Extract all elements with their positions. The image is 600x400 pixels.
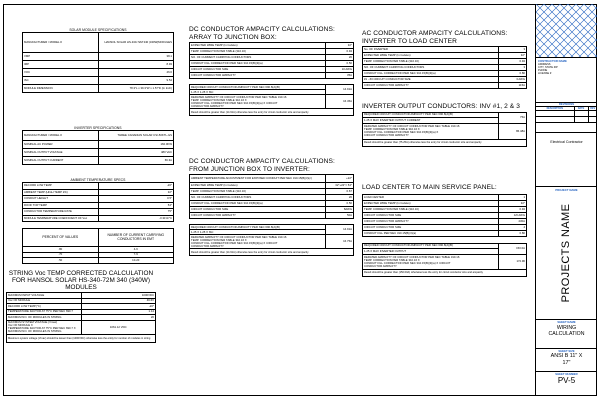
ac-inverter-to-load-center: AC CONDUCTOR AMPACITY CALCULATIONS: INVERTER TO LOAD CENTER No. OF INVERTER 3 EXPECTED WIRE TEMP (In Celsius) 32° TEMP. CORRECTION PER TABLE (310.16) 0.94 NO. OF CURRENT CARRYING CONDUCTORS 3 CONDUIT FILL CORRECTION PER NEC 310.15(B)(3)(a) 0.80 #1 - #3 CIRCUIT CONDUCTOR SIZE 3 AWG CIRCUIT CONDUCTOR AMPACITY 115A [362, 30, 525, 87]
percent-header: PERCENT OF VALUES [23, 229, 99, 247]
sheet-size-section [536, 348, 597, 371]
solar-module-specs [22, 28, 174, 93]
inv-out-title: INVERTER OUTPUT CONDUCTORS: INV #1, 2 & 3 [362, 103, 520, 110]
conductors-header: NUMBER OF CURRENT CARRYING CONDUCTORS IN EMT [98, 229, 174, 247]
conductor-derate-table: PERCENT OF VALUES NUMBER OF CURRENT CARRYING CONDUCTORS IN EMT .80 4-6 .70 7-9 .50 10-20 [22, 228, 174, 264]
contractor-section: CONTRACTOR NAME ADDRESS CITY, STATE ZIP PHONE LICENSE # [536, 57, 597, 102]
string-voc-calculation [6, 270, 156, 343]
revisions-table: DESCRIPTION DATE REV [536, 106, 597, 123]
load-center-title: LOAD CENTER TO MAIN SERVICE PANEL: [362, 184, 497, 191]
solar-module-table: MANUFACTURER / MODEL # HANSOL SOLAR HS-340-72M 340 (340W)MODULES VMP 38.1 IMP 8.93 VOC 46.6 ISC 9.54 MODULE DIMENSION 78.3"L x 39.3"W x 1.57"D (In Inch) [22, 32, 174, 93]
string-voc-title: STRING Voc TEMP CORRECTED CALCULATION FOR HANSOL SOLAR HS-340-72M 340 (340W) MODULES [8, 270, 154, 291]
revisions-section [536, 102, 597, 132]
title-block [535, 4, 597, 396]
load-center-to-main-panel: LOAD CENTER TO MAIN SERVICE PANEL: LOAD CENTER 1 EXPECTED WIRE TEMP (In Celsius) 32° TEMP. CORRECTION PER TABLE (310.16) 0.94 CIRCUIT CONDUCTOR SIZE 4/0 AWG CIRCUIT CONDUCTOR AMPACITY 230A CIRCUIT CONDUCTOR SIZE 4 CONDUIT FILL PER NEC 310.15(B)(3)(a) 0.80 REQUIRED CIRCUIT CONDUCTOR AMPACITY PER NEC 690.8(A)(B) 150.0A 1.25 X MAX INVERTER OUTPUT DERATED AMPACITY OF CIRCUIT CONDUCTOR PER NEC TABLE 310.16 TEMP. CORRECTION PER TABLE 310.16 X CONDUIT FILL CORRECTION PER NEC 310.15(B)(3)(a) X CIRCUIT CONDUCTOR AMPACITY 172.96 Result should be greater than (150.00A) otherwise less the entry for circuit conductor size and ampacity [362, 184, 525, 274]
dc-array-title: DC CONDUCTOR AMPACITY CALCULATIONS: ARRAY TO JUNCTION BOX: [189, 26, 335, 41]
ambient-temperature-specs [22, 178, 174, 222]
electrical-section [536, 132, 597, 186]
hatch-svg [536, 4, 597, 57]
inverter-output-conductors: INVERTER OUTPUT CONDUCTORS: INV #1, 2 & 3 REQUIRED CIRCUIT CONDUCTOR AMPACITY PER NEC 690.8(A)(B) 75A 1.25 X MAX INVERTER OUTPUT CURRENT DERATED AMPACITY OF CIRCUIT CONDUCTOR PER NEC TABLE 310.16 TEMP. CORRECTION PER TABLE 310.16 X CONDUIT FILL CORRECTION PER NEC 310.15(B)(3)(a) X CIRCUIT CONDUCTOR AMPACITY 86.48A Result should be greater than (75.25A) otherwise less the entry for circuit conductor size and ampacity [362, 103, 525, 144]
sheet-size: ANSI B 11" X 17" [550, 353, 583, 366]
inverter-specs [22, 126, 174, 165]
sheet-name-label: SHEET NAME [557, 320, 576, 324]
solar-module-caption: SOLAR MODULE SPECIFICATIONS [69, 28, 127, 32]
inverter-caption: INVERTER SPECIFICATIONS [74, 126, 122, 130]
sheet-size-label: SHEET SIZE [558, 349, 575, 353]
project-name: PROJECTS NAME [560, 203, 572, 303]
inverter-table: MANUFACTURER / MODEL # THREE CANADIAN SOLAR CSI-50KTL-GS NOMINAL AC POWER 160.0KW NOMINAL OUTPUT VOLTAGE 480 VAC NOMINAL OUTPUT CURRENT 66.3A [22, 130, 174, 165]
electrical-contractor-label: Electrical Contractor [550, 140, 583, 144]
revisions-label: REVISIONS [558, 102, 575, 106]
ac-inv-title: AC CONDUCTOR AMPACITY CALCULATIONS: INVERTER TO LOAD CENTER [362, 30, 508, 45]
hatch-pattern [536, 4, 597, 57]
dc-array-to-junction-box: DC CONDUCTOR AMPACITY CALCULATIONS: ARRAY TO JUNCTION BOX: EXPECTED WIRE TEMP (In Celsius) 32° TEMP. CORRECTION PER TABLE (310.16) 0.94 NO. OF CURRENT CARRYING CONDUCTORS 20 CONDUIT FILL CORRECTION PER NEC 310.15(B)(3)(a) 0.50 CIRCUIT CONDUCTOR SIZE 10 AWG CIRCUIT CONDUCTOR AMPACITY 35A REQUIRED CIRCUIT CONDUCTOR AMPACITY PER NEC 690.8(A)(B) 14.91A 1.25 X 1.25 X ISC DERATED AMPACITY OF CIRCUIT CONDUCTOR PER NEC TABLE 310.16 TEMP. CORRECTION PER TABLE 310.16 X CONDUIT FILL CORRECTION PER NEC 310.15(B)(3)(a) X CIRCUIT CONDUCTOR AMPACITY 16.45A Result should be greater than (14.91A) otherwise less the entry for circuit conductor size and ampacity [189, 26, 352, 114]
sheet-number-label: SHEET NUMBER [555, 372, 578, 376]
sheet-name: WIRING CALCULATION [548, 325, 585, 338]
sheet-name-section [536, 319, 597, 348]
project-section [536, 186, 597, 319]
sheet-number: PV-5 [557, 376, 576, 386]
ambient-caption: AMBIENT TEMPERATURE SPECS [70, 178, 126, 182]
ambient-table: RECORD LOW TEMP -20° AMBIENT TEMP (HIGH TEMP 2%) 32° CONDUIT HEIGHT 0.5" ROOF TOP TEMP 54° CONDUCTOR TEMPERATURE RATE 75° MODULE TEMPERATURE COEFFICIENT OF Voc -0.31%/°C [24, 183, 172, 220]
dc-junction-box-to-inverter: DC CONDUCTOR AMPACITY CALCULATIONS: FROM JUNCTION BOX TO INVERTER: AMBIENT TEMPERATURE ADJUSTMENT FOR EXPOSED CONDUIT PER NEC 310.15(B)(3)(c) +22° EXPECTED WIRE TEMP (In Celsius) 32°+22°= 54° TEMP. CORRECTION PER TABLE (310.16) 0.67 NO. OF CURRENT CARRYING CONDUCTORS 20 CONDUIT FILL CORRECTION PER NEC 310.15(B)(3)(a) 0.50 CIRCUIT CONDUCTOR SIZE 8AWG CIRCUIT CONDUCTOR AMPACITY 50A REQUIRED CIRCUIT CONDUCTOR AMPACITY PER NEC 690.8(A)(B) 14.91A 1.25 X 1.25 X ISC DERATED AMPACITY OF CIRCUIT CONDUCTOR PER NEC TABLE 310.16 TEMP. CORRECTION PER TABLE 310.16 X CONDUIT FILL CORRECTION PER NEC 310.15(B)(3)(a) X CIRCUIT CONDUCTOR AMPACITY 16.75A Result should be greater than (14.91A) otherwise less the entry for circuit conductor size and ampacity [189, 158, 352, 254]
project-label: PROJECT NAME [555, 188, 578, 192]
contractor-label: CONTRACTOR NAME [538, 59, 567, 63]
string-voc-table: MAXIMUM INPUT VOLTAGE 1000VDC Voc OF MODULE 46.6V RECORD LOW TEMP(°C) -20° TEMPERATURE FACTOR AT 75°C PER NEC 690.7 1.14 MAXIMUM NO. OF MODULES IN STRING 20 MAXIMUM SYSTEM VOLTAGE (Vmax) Voc OF MODULE X TEMPERATURE FACTOR AT 75°C PER NEC 690.7 X MAXIMUM NO. OF MODULES IN STRING 1061.12 VDC Maximum system voltage (Vmax) should be lesser than (1000VDC) otherwise less the entity for number of modules in string [6, 292, 156, 343]
dc-jb-title: DC CONDUCTOR AMPACITY CALCULATIONS: FROM JUNCTION BOX TO INVERTER: [189, 158, 335, 173]
sheet-number-section [536, 371, 597, 395]
